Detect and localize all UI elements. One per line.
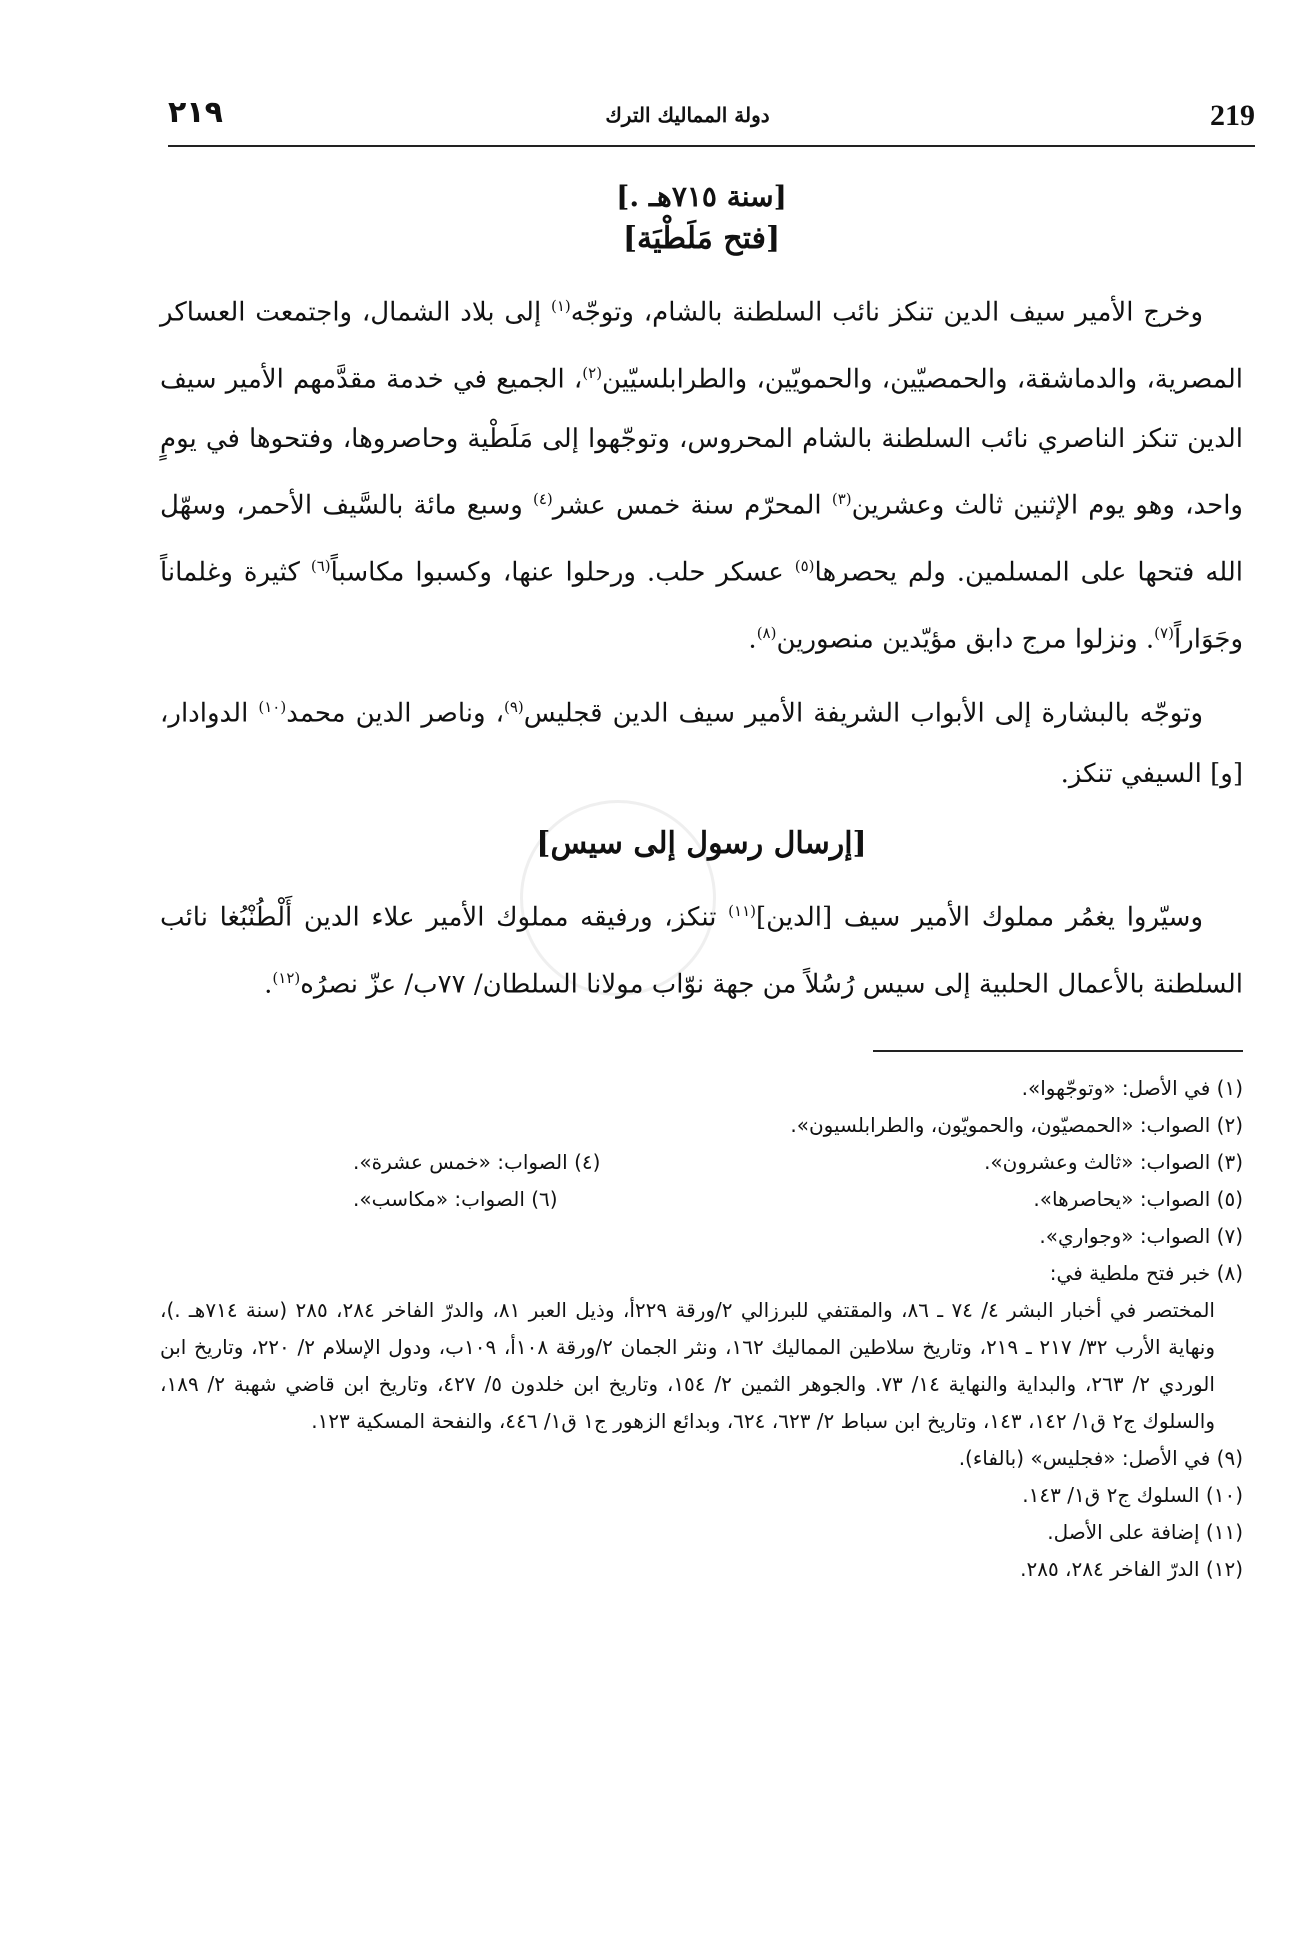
- footnote-11: (١١) إضافة على الأصل.: [1047, 1520, 1243, 1545]
- footnote-7: (٧) الصواب: «وجواري».: [1039, 1224, 1243, 1249]
- footnote-row: [353, 1181, 1243, 1218]
- footnote-ref: (٥): [794, 556, 815, 575]
- text-run: الدوادار، [و] السيفي تنكز.: [160, 698, 1243, 789]
- paragraph-envoy: [160, 881, 1243, 1014]
- section-heading-malatya: [فتح مَلَطْيَة]: [622, 221, 781, 256]
- footnote-12: (١٢) الدرّ الفاخر ٢٨٤، ٢٨٥.: [1020, 1557, 1243, 1582]
- footnote-ref: (١٠): [258, 698, 287, 717]
- footnote-ref: (١): [550, 297, 571, 315]
- footnote-5: (٥) الصواب: «يحاصرها».: [1033, 1187, 1243, 1212]
- text-run: المحرّم سنة خمس عشر: [552, 490, 832, 521]
- footnote-4: (٤) الصواب: «خمس عشرة».: [353, 1150, 601, 1175]
- page-number-latin: 219: [1210, 99, 1255, 132]
- year-heading: [سنة ٧١٥هـ .]: [616, 180, 787, 213]
- footnote-ref: (٨): [756, 623, 777, 642]
- page-content: [160, 170, 1243, 1588]
- text-run: وتوجّه بالبشارة إلى الأبواب الشريفة الأمير سيف الدين قجليس: [523, 698, 1203, 729]
- footnote-ref: (٤): [532, 490, 553, 509]
- text-run: عسكر حلب. ورحلوا عنها، وكسبوا مكاسباً: [330, 557, 795, 588]
- text-run: إلى بلاد الشمال، واجتمعت العساكر المصرية، والدماشقة، والحمصيّين، والحمويّين، والطرابلسيّين: [160, 297, 1244, 395]
- footnote-ref: (٢): [582, 363, 603, 382]
- footnote-ref: (١١): [728, 901, 756, 920]
- footnote-ref: (٦): [310, 556, 331, 575]
- footnote-ref: (٧): [1154, 623, 1174, 642]
- text-run: وسبع مائة بالسَّيف الأحمر، وسهّل الله فتحها على المسلمين. ولم يحصرها: [160, 490, 1244, 588]
- text-run: .: [748, 624, 757, 655]
- page-header: [120, 95, 1255, 145]
- paragraph-glad-tidings: [160, 677, 1243, 804]
- section-heading-envoy: [إرسال رسول إلى سيس]: [536, 825, 867, 861]
- footnotes: [160, 1070, 1243, 1588]
- page-number-arabic: ٢١٩: [168, 95, 223, 130]
- text-run: . ونزلوا مرج دابق مؤيّدين منصورين: [776, 624, 1155, 655]
- footnote-1: (١) في الأصل: «وتوجّهوا».: [1021, 1076, 1243, 1101]
- footnote-row: [353, 1144, 1243, 1181]
- text-run: وسيّروا يغمُر مملوك الأمير سيف [الدين]: [756, 902, 1204, 933]
- footnote-8-label: (٨) خبر فتح ملطية في:: [1049, 1261, 1243, 1286]
- header-rule: [168, 145, 1255, 147]
- paragraph-malatya-conquest: [160, 276, 1243, 669]
- footnote-ref: (٩): [504, 698, 524, 717]
- footnote-6: (٦) الصواب: «مكاسب».: [353, 1187, 558, 1212]
- text-run: .: [264, 969, 273, 1000]
- text-run: كثيرة وغلماناً وجَوَاراً: [160, 557, 1243, 655]
- text-run: تنكز، ورفيقه مملوك الأمير علاء الدين أَلْطُنْبُغا نائب السلطنة بالأعمال الحلبية إلى سيس رُسُلاً من جهة نوّاب مولانا السلطان/ ٧٧ب/ عزّ نصرُه: [160, 902, 1243, 1000]
- text-run: وخرج الأمير سيف الدين تنكز نائب السلطنة بالشام، وتوجّه: [570, 297, 1203, 328]
- footnote-10: (١٠) السلوك ج٢ ق١/ ١٤٣.: [1022, 1483, 1243, 1508]
- text-run: ، وناصر الدين محمد: [286, 698, 504, 729]
- footnote-rule: [873, 1050, 1243, 1052]
- footnote-ref: (١٢): [272, 968, 301, 987]
- footnote-8-sources: المختصر في أخبار البشر ٤/ ٧٤ ـ ٨٦، والمقتفي للبرزالي ٢/ورقة ٢٢٩أ، وذيل العبر ٨١، والدرّ الفاخر ٢٨٤، ٢٨٥ (سنة ٧١٤هـ .)، ونهاية الأرب ٣٢/ ٢١٧ ـ ٢١٩، وتاريخ سلاطين المماليك ١٦٢، ونثر الجمان ٢/ورقة ١٠٨أ، ١٠٩ب، ودول الإسلام ٢/ ٢٢٠، وتاريخ ابن الوردي ٢/ ٢٦٣، والبداية والنهاية ١٤/ ٧٣. والجوهر الثمين ٢/ ١٥٤، وتاريخ ابن خلدون ٥/ ٤٢٧، وتاريخ ابن قاضي شهبة ٢/ ١٨٩، والسلوك ج٢ ق١/ ١٤٢، ١٤٣، وتاريخ ابن سباط ٢/ ٦٢٣، ٦٢٤، وبدائع الزهور ج١ ق١/ ٤٤٦، والنفحة المسكية ١٢٣.: [160, 1298, 1216, 1434]
- footnote-9: (٩) في الأصل: «فجليس» (بالفاء).: [958, 1446, 1243, 1471]
- text-run: ، الجميع في خدمة مقدَّمهم الأمير سيف الدين تنكز الناصري نائب السلطنة بالشام المحروس، وتوجّهوا إلى مَلَطْية وحاصروها، وفتحوها في يومٍ واحد، وهو يوم الإثنين ثالث وعشرين: [160, 364, 1243, 521]
- running-title: دولة المماليك الترك: [605, 103, 770, 127]
- footnote-3: (٣) الصواب: «ثالث وعشرون».: [984, 1150, 1243, 1175]
- footnote-ref: (٣): [831, 490, 852, 509]
- footnote-2: (٢) الصواب: «الحمصيّون، والحمويّون، والطرابلسيون».: [790, 1113, 1243, 1138]
